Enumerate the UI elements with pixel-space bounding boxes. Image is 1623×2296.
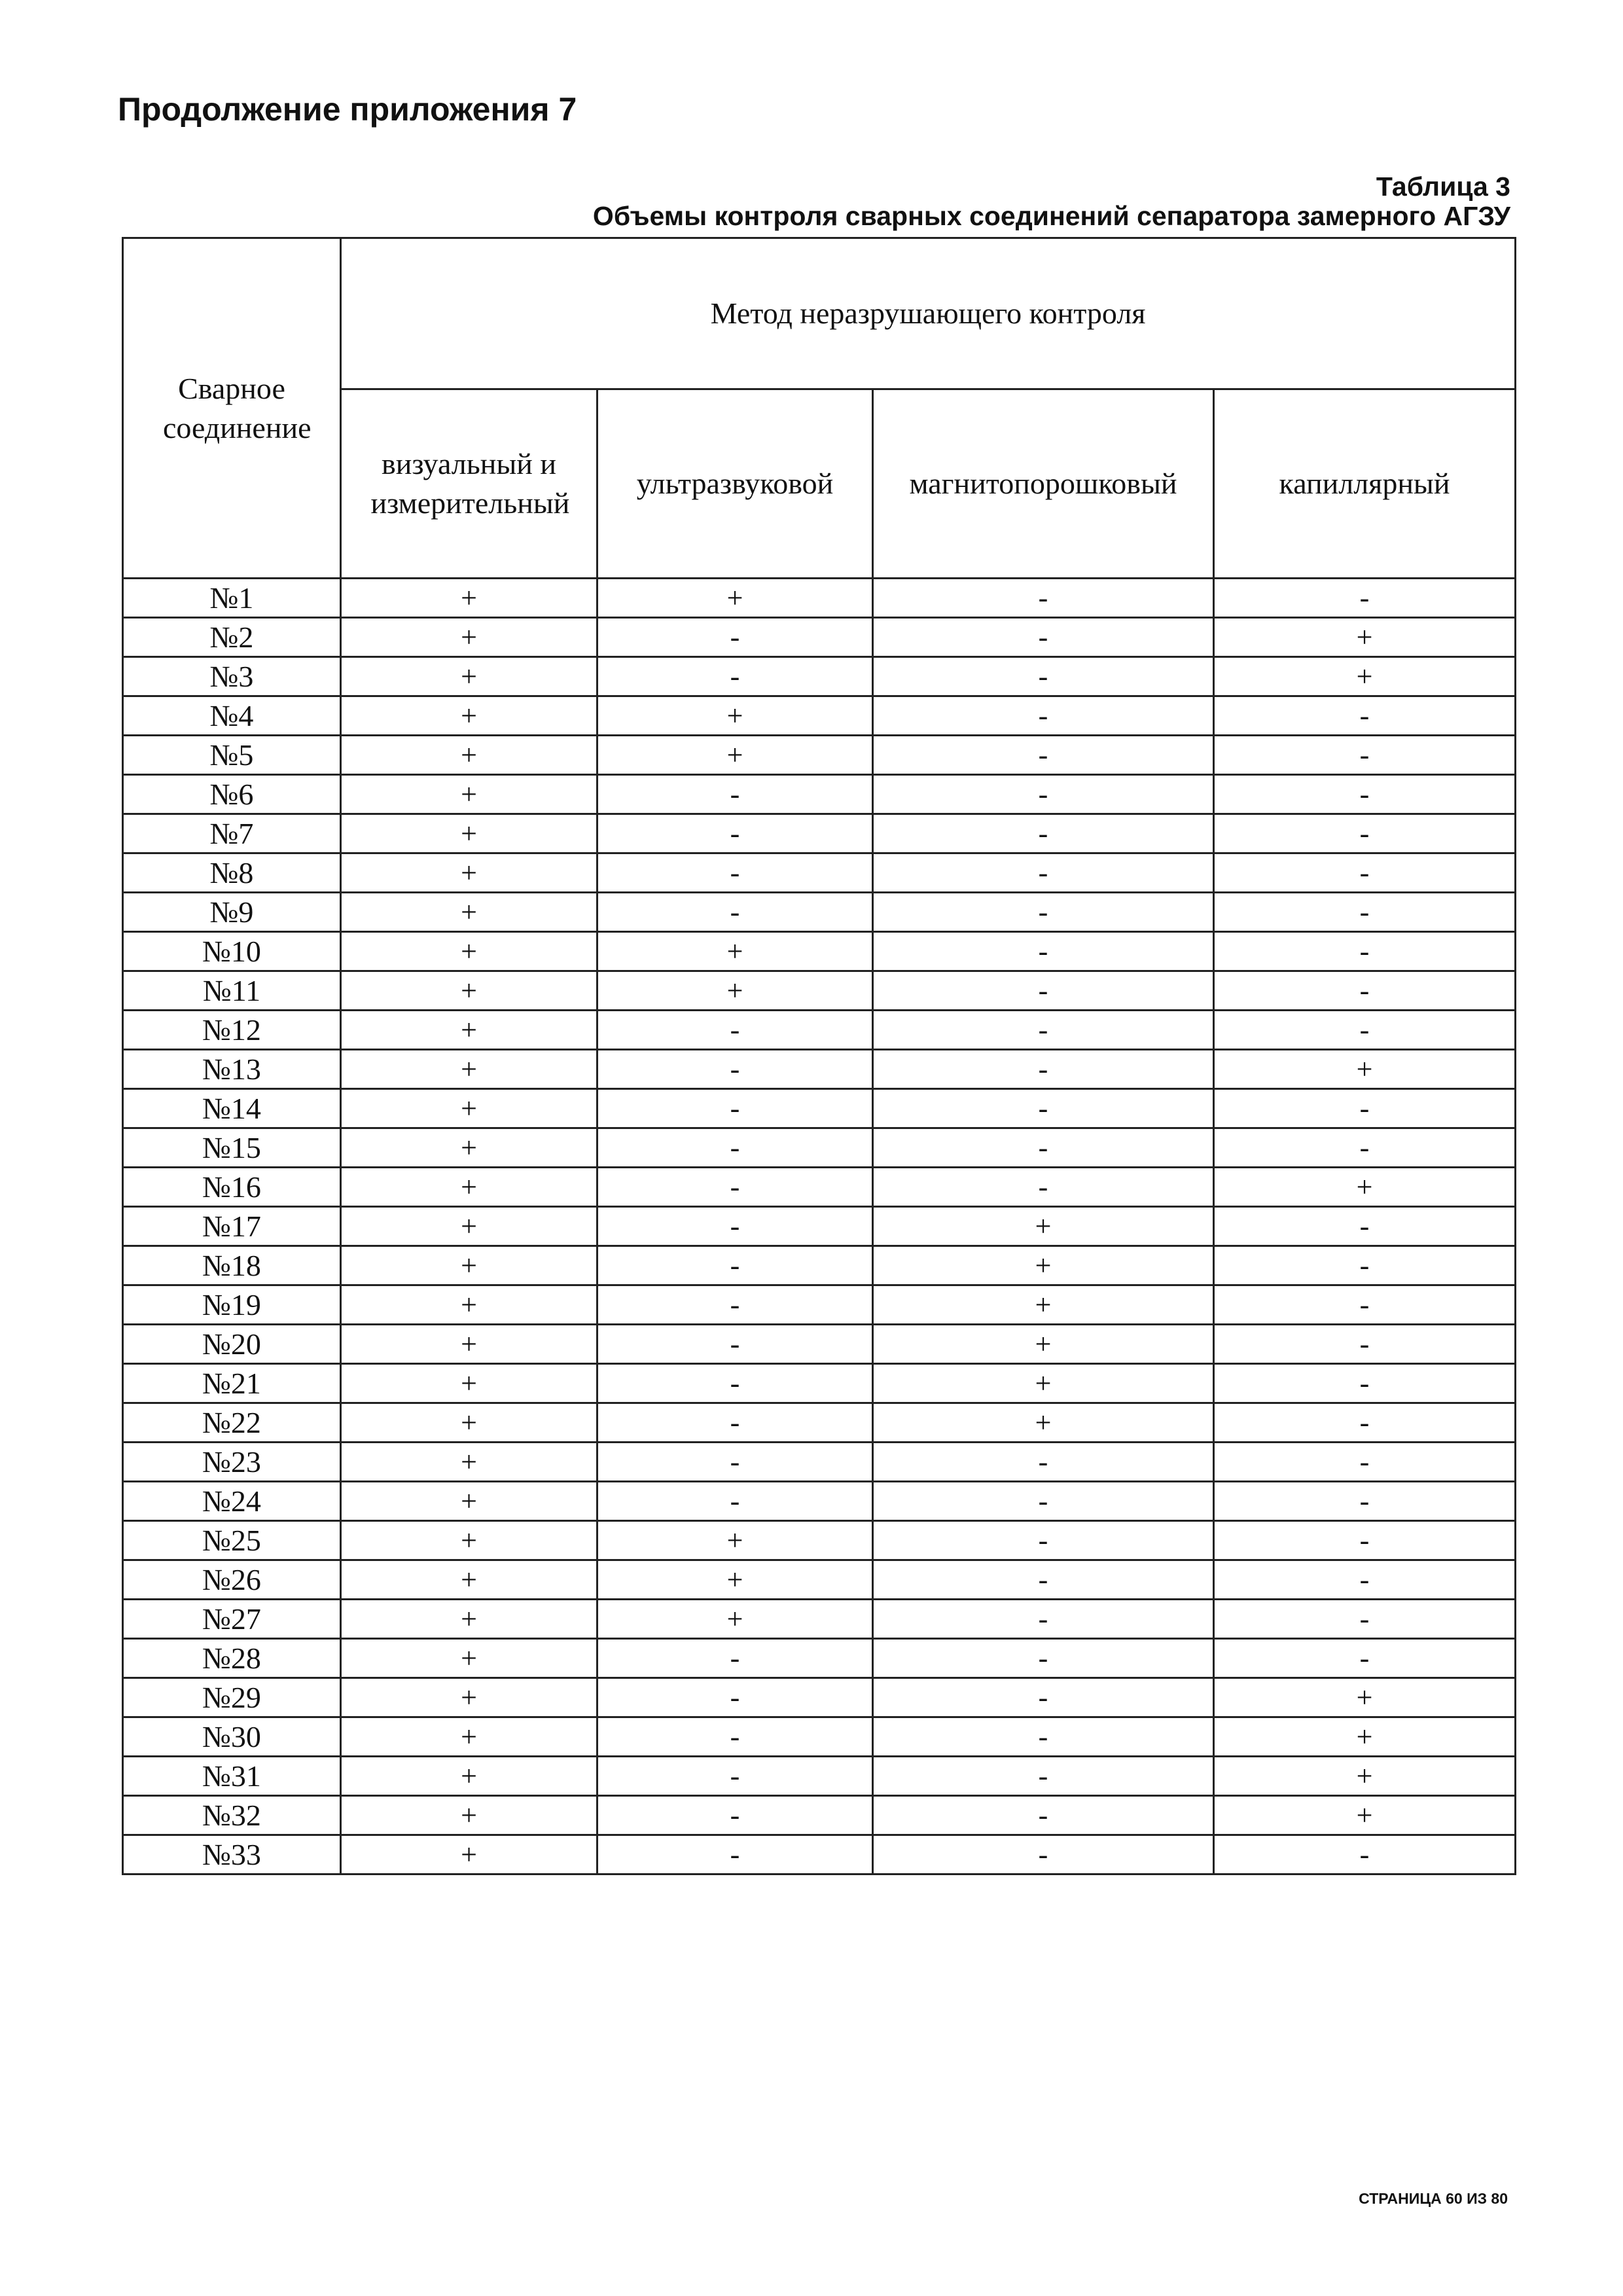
method-mark: - [1214,1246,1516,1285]
method-mark: + [341,1089,597,1128]
method-mark: - [1214,814,1516,853]
method-mark: + [1214,657,1516,696]
method-mark: + [341,579,597,618]
method-mark: + [341,1796,597,1835]
joint-id: №32 [123,1796,341,1835]
method-mark: + [873,1364,1214,1403]
method-mark: + [341,932,597,971]
method-mark: - [1214,1285,1516,1325]
page-number: СТРАНИЦА 60 ИЗ 80 [1359,2190,1508,2207]
method-mark: - [597,1285,873,1325]
joint-id: №22 [123,1403,341,1443]
table-row [123,932,1516,971]
method-mark: - [1214,1011,1516,1050]
method-mark: + [341,1678,597,1717]
method-mark: + [341,1325,597,1364]
method-mark: - [873,1639,1214,1678]
method-mark: + [1214,1678,1516,1717]
table-title: Объемы контроля сварных соединений сепаратора замерного АГЗУ [592,201,1510,231]
joint-id: №11 [123,971,341,1011]
method-mark: - [873,971,1214,1011]
joint-id: №33 [123,1835,341,1874]
method-mark: - [597,853,873,893]
joint-id: №1 [123,579,341,618]
method-mark: - [873,1717,1214,1757]
table-row [123,1168,1516,1207]
joint-id: №15 [123,1128,341,1168]
table-row [123,1443,1516,1482]
method-mark: - [873,579,1214,618]
method-mark: + [1214,1050,1516,1089]
joint-id: №26 [123,1560,341,1600]
joint-id: №3 [123,657,341,696]
method-mark: + [873,1325,1214,1364]
method-mark: - [873,1678,1214,1717]
table-row [123,1521,1516,1560]
method-mark: - [873,1168,1214,1207]
method-mark: - [597,775,873,814]
method-mark: + [597,696,873,736]
method-mark: + [341,775,597,814]
table-number: Таблица 3 [1376,171,1510,202]
method-mark: - [597,1011,873,1050]
table-row [123,1364,1516,1403]
joint-id: №19 [123,1285,341,1325]
joint-id: №9 [123,893,341,932]
method-mark: - [597,1757,873,1796]
method-mark: - [597,1050,873,1089]
method-mark: - [1214,932,1516,971]
table-row [123,814,1516,853]
method-mark: - [1214,1639,1516,1678]
method-mark: - [873,736,1214,775]
table-row [123,1246,1516,1285]
joint-id: №8 [123,853,341,893]
table-row [123,1403,1516,1443]
method-mark: + [341,1207,597,1246]
method-mark: + [597,971,873,1011]
method-mark: + [341,893,597,932]
method-mark: - [597,1796,873,1835]
table-row [123,775,1516,814]
method-mark: + [341,657,597,696]
method-mark: - [873,814,1214,853]
header-capillary: капиллярный [1214,389,1516,579]
method-mark: + [341,1011,597,1050]
table-row [123,618,1516,657]
method-mark: + [341,1050,597,1089]
method-mark: + [341,1717,597,1757]
method-mark: + [341,736,597,775]
joint-id: №2 [123,618,341,657]
method-mark: - [873,1128,1214,1168]
method-mark: - [1214,893,1516,932]
method-mark: + [873,1246,1214,1285]
table-row [123,579,1516,618]
method-mark: - [1214,1403,1516,1443]
method-mark: + [597,736,873,775]
joint-id: №23 [123,1443,341,1482]
table-row [123,1325,1516,1364]
method-mark: - [597,1207,873,1246]
joint-id: №13 [123,1050,341,1089]
method-mark: - [873,1600,1214,1639]
table-row [123,1796,1516,1835]
method-mark: - [1214,1443,1516,1482]
table-row [123,1717,1516,1757]
method-mark: - [597,1835,873,1874]
method-mark: - [597,1128,873,1168]
method-mark: + [1214,1717,1516,1757]
header-method: Метод неразрушающего контроля [341,238,1516,389]
table-row [123,971,1516,1011]
method-mark: - [597,1443,873,1482]
page-heading: Продолжение приложения 7 [118,91,577,128]
method-mark: + [341,618,597,657]
method-mark: - [873,1443,1214,1482]
method-mark: + [1214,1796,1516,1835]
joint-id: №12 [123,1011,341,1050]
method-mark: + [341,1600,597,1639]
joint-id: №25 [123,1521,341,1560]
method-mark: + [341,696,597,736]
method-mark: - [597,1717,873,1757]
joint-id: №30 [123,1717,341,1757]
method-mark: + [341,1521,597,1560]
joint-id: №20 [123,1325,341,1364]
method-mark: + [341,1364,597,1403]
method-mark: - [597,1403,873,1443]
method-mark: - [597,1168,873,1207]
method-mark: - [873,657,1214,696]
method-mark: + [341,1757,597,1796]
method-mark: - [873,893,1214,932]
table-row [123,1285,1516,1325]
method-mark: + [341,1639,597,1678]
method-mark: + [597,579,873,618]
method-mark: - [873,1521,1214,1560]
table-row [123,1678,1516,1717]
table-row [123,1128,1516,1168]
method-mark: + [341,1403,597,1443]
method-mark: - [873,1757,1214,1796]
method-mark: + [341,814,597,853]
method-mark: - [873,1011,1214,1050]
table-row [123,657,1516,696]
table-row [123,1482,1516,1521]
table-row [123,853,1516,893]
method-mark: - [1214,1600,1516,1639]
method-mark: - [597,1639,873,1678]
method-mark: - [597,1364,873,1403]
table-row [123,1757,1516,1796]
method-mark: - [873,775,1214,814]
method-mark: - [1214,1207,1516,1246]
method-mark: + [341,971,597,1011]
method-mark: + [597,1560,873,1600]
joint-id: №16 [123,1168,341,1207]
joint-id: №5 [123,736,341,775]
method-mark: + [341,1128,597,1168]
method-mark: - [597,657,873,696]
joint-id: №24 [123,1482,341,1521]
method-mark: + [341,1560,597,1600]
joint-id: №28 [123,1639,341,1678]
table-row [123,1050,1516,1089]
table-row [123,1207,1516,1246]
method-mark: - [1214,1521,1516,1560]
method-mark: - [873,618,1214,657]
table-row [123,1089,1516,1128]
method-mark: - [1214,736,1516,775]
method-mark: - [597,1678,873,1717]
method-mark: + [873,1285,1214,1325]
method-mark: - [873,1835,1214,1874]
joint-id: №7 [123,814,341,853]
method-mark: - [597,1246,873,1285]
method-mark: - [1214,971,1516,1011]
method-mark: - [1214,1835,1516,1874]
method-mark: + [341,1443,597,1482]
method-mark: + [341,1246,597,1285]
table-row [123,1560,1516,1600]
joint-id: №29 [123,1678,341,1717]
method-mark: - [873,1560,1214,1600]
method-mark: + [873,1207,1214,1246]
joint-id: №14 [123,1089,341,1128]
header-joint: Сварное соединение [123,238,341,579]
method-mark: + [597,932,873,971]
method-mark: + [1214,618,1516,657]
table-row [123,696,1516,736]
method-mark: - [597,814,873,853]
method-mark: + [341,853,597,893]
table-row [123,893,1516,932]
method-mark: - [873,932,1214,971]
inspection-table [122,237,1516,1875]
method-mark: - [873,1796,1214,1835]
method-mark: - [597,618,873,657]
method-mark: + [341,1168,597,1207]
method-mark: - [873,853,1214,893]
method-mark: + [597,1521,873,1560]
method-mark: + [1214,1757,1516,1796]
method-mark: + [597,1600,873,1639]
table-row [123,1600,1516,1639]
method-mark: - [1214,1364,1516,1403]
method-mark: - [597,893,873,932]
method-mark: - [1214,579,1516,618]
method-mark: - [1214,1482,1516,1521]
joint-id: №10 [123,932,341,971]
joint-id: №4 [123,696,341,736]
joint-id: №18 [123,1246,341,1285]
header-visual: визуальный и измерительный [341,389,597,579]
method-mark: - [597,1089,873,1128]
method-mark: - [873,696,1214,736]
method-mark: - [873,1482,1214,1521]
method-mark: + [1214,1168,1516,1207]
method-mark: + [341,1482,597,1521]
method-mark: - [1214,853,1516,893]
method-mark: - [597,1482,873,1521]
table-row [123,736,1516,775]
header-ultrasonic: ультразвуковой [597,389,873,579]
method-mark: - [873,1050,1214,1089]
joint-id: №27 [123,1600,341,1639]
method-mark: - [873,1089,1214,1128]
joint-id: №21 [123,1364,341,1403]
method-mark: + [873,1403,1214,1443]
method-mark: - [597,1325,873,1364]
table-row [123,1835,1516,1874]
method-mark: + [341,1285,597,1325]
method-mark: - [1214,696,1516,736]
header-magnetic: магнитопорошковый [873,389,1214,579]
table-row [123,1639,1516,1678]
method-mark: - [1214,1089,1516,1128]
method-mark: - [1214,1560,1516,1600]
joint-id: №31 [123,1757,341,1796]
joint-id: №17 [123,1207,341,1246]
table-row [123,1011,1516,1050]
method-mark: + [341,1835,597,1874]
method-mark: - [1214,1325,1516,1364]
method-mark: - [1214,775,1516,814]
method-mark: - [1214,1128,1516,1168]
joint-id: №6 [123,775,341,814]
